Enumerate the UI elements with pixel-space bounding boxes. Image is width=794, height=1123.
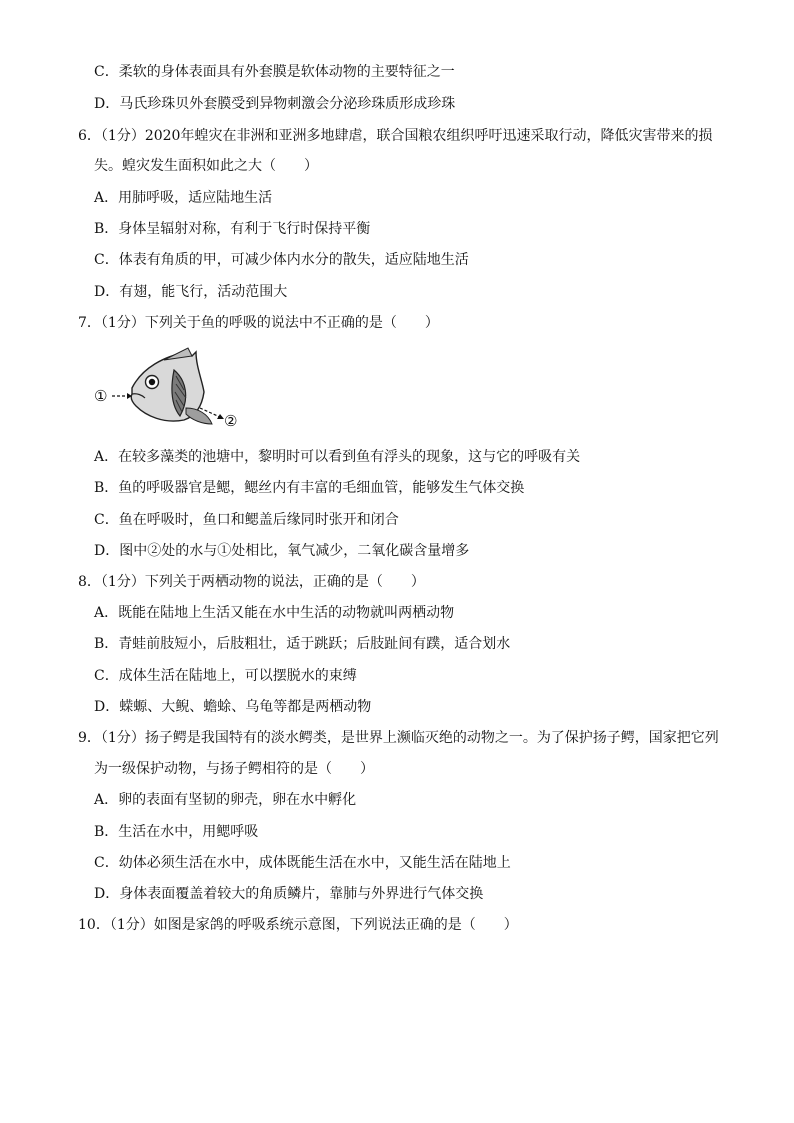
q5-option-c: C．柔软的身体表面具有外套膜是软体动物的主要特征之一 — [94, 64, 455, 80]
q9-option-b: B．生活在水中，用鳃呼吸 — [94, 824, 259, 840]
fish-gill-figure — [92, 346, 252, 432]
q8-option-a: A．既能在陆地上生活又能在水中生活的动物就叫两栖动物 — [94, 605, 455, 621]
q9-option-c: C．幼体必须生活在水中，成体既能生活在水中，又能生活在陆地上 — [94, 855, 511, 871]
q7-option-b: B．鱼的呼吸器官是鳃，鳃丝内有丰富的毛细血管，能够发生气体交换 — [94, 480, 525, 496]
q8-stem: 8．（1分）下列关于两栖动物的说法，正确的是（ ） — [78, 574, 425, 590]
q9-option-a: A．卵的表面有坚韧的卵壳，卵在水中孵化 — [94, 792, 357, 808]
figure-label-1: ① — [94, 387, 108, 405]
q7-option-a: A．在较多藻类的池塘中，黎明时可以看到鱼有浮头的现象，这与它的呼吸有关 — [94, 449, 581, 465]
q9-stem-line1: 9．（1分）扬子鳄是我国特有的淡水鳄类，是世界上濒临灭绝的动物之一。为了保护扬子鳄，国家把它列 — [78, 730, 719, 746]
q6-stem-line2: 失。蝗灾发生面积如此之大（ ） — [94, 158, 318, 174]
q8-option-b: B．青蛙前肢短小，后肢粗壮，适于跳跃；后肢趾间有蹼，适合划水 — [94, 636, 511, 652]
figure-label-2: ② — [224, 412, 238, 430]
q6-option-d: D．有翅，能飞行，活动范围大 — [94, 284, 288, 300]
q7-option-c: C．鱼在呼吸时，鱼口和鳃盖后缘同时张开和闭合 — [94, 512, 399, 528]
q8-option-c: C．成体生活在陆地上，可以摆脱水的束缚 — [94, 668, 357, 684]
q6-option-c: C．体表有角质的甲，可减少体内水分的散失，适应陆地生活 — [94, 252, 469, 268]
q9-option-d: D．身体表面覆盖着较大的角质鳞片，靠肺与外界进行气体交换 — [94, 886, 484, 902]
q7-stem: 7．（1分）下列关于鱼的呼吸的说法中不正确的是（ ） — [78, 315, 439, 331]
q7-option-d: D．图中②处的水与①处相比，氧气减少，二氧化碳含量增多 — [94, 543, 470, 559]
q6-option-a: A．用肺呼吸，适应陆地生活 — [94, 190, 273, 206]
q9-stem-line2: 为一级保护动物，与扬子鳄相符的是（ ） — [94, 761, 374, 777]
q5-option-d: D．马氏珍珠贝外套膜受到异物刺激会分泌珍珠质形成珍珠 — [94, 96, 456, 112]
q8-option-d: D．蝾螈、大鲵、蟾蜍、乌龟等都是两栖动物 — [94, 699, 372, 715]
q6-stem-line1: 6．（1分）2020年蝗灾在非洲和亚洲多地肆虐，联合国粮农组织呼吁迅速采取行动，降低灾害带来的损 — [78, 128, 713, 144]
q10-stem: 10．（1分）如图是家鸽的呼吸系统示意图，下列说法正确的是（ ） — [78, 917, 518, 933]
pectoral-fin — [186, 408, 212, 424]
q6-option-b: B．身体呈辐射对称，有利于飞行时保持平衡 — [94, 221, 371, 237]
